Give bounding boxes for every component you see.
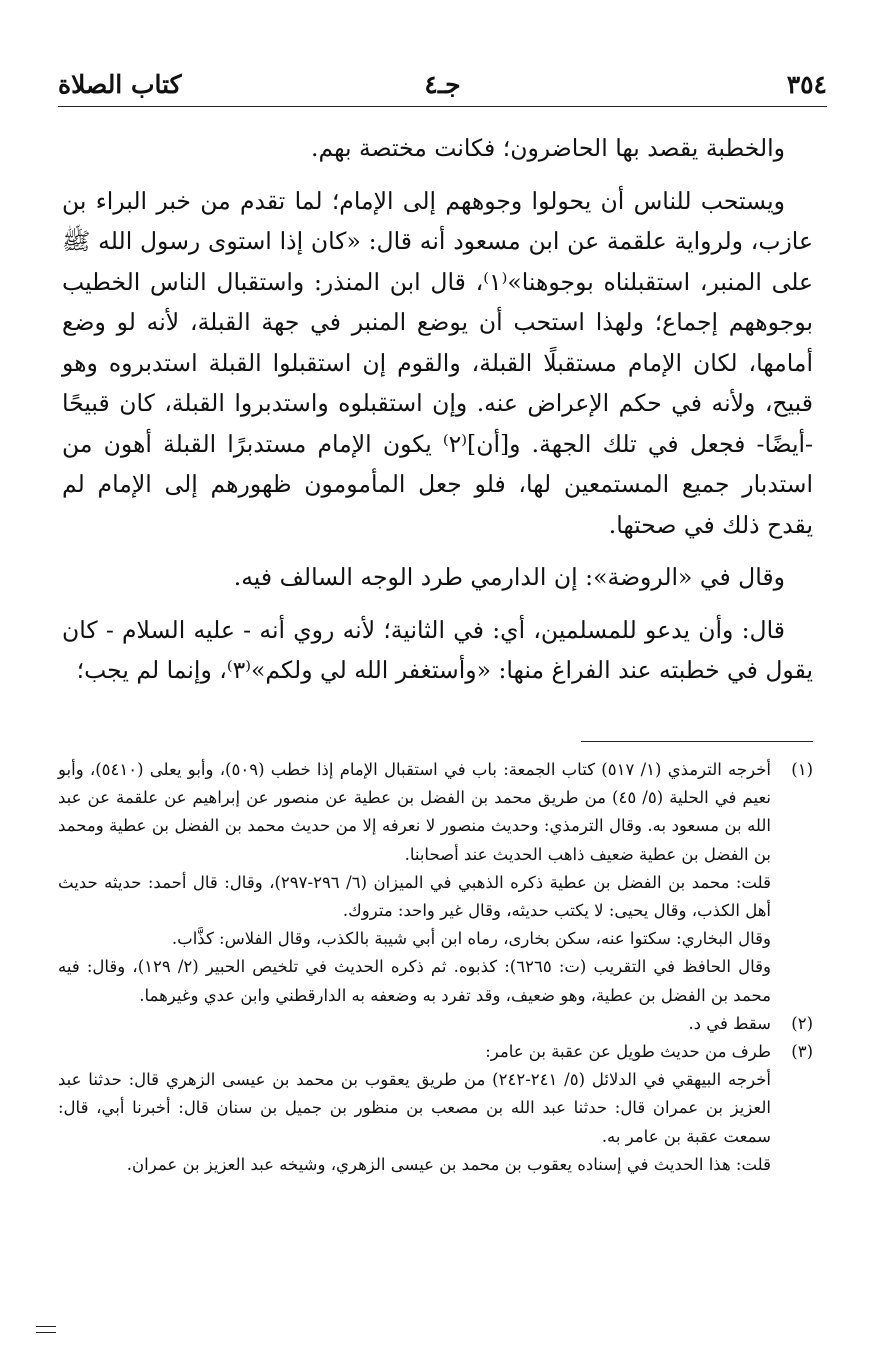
footnote (58, 756, 813, 1010)
paragraph-1: والخطبة يقصد بها الحاضرون؛ فكانت مختصة بهم. (311, 134, 785, 162)
paragraph-2: ويستحب للناس أن يحولوا وجوههم إلى الإمام؛ لما تقدم من خبر البراء بن عازب، ولرواية علقمة عن ابن مسعود أنه قال: «كان إذا استوى رسول الله ﷺ على المنبر، استقبلناه بوجوهنا»⁽١⁾، قال ابن المنذر: واستقبال الناس الخطيب بوجوههم إجماع؛ ولهذا استحب أن يوضع المنبر في جهة القبلة، لأنه لو وضع أمامها، لكان الإمام مستقبلًا القبلة، والقوم إن استقبلوا القبلة استدبروه وهو قبيح، ولأنه في حكم الإعراض عنه. وإن استقبلوه واستدبروا القبلة، كان قبيحًا -أيضًا- فجعل في تلك الجهة. و[أن]⁽٢⁾ يكون الإمام مستدبرًا القبلة أهون من استدبار جميع المستمعين لها، فلو جعل المأمومون ظهورهم إلى الإمام لم يقدح ذلك في صحتها. (62, 186, 813, 539)
footnote-number: (٣) (791, 1042, 813, 1062)
footnote-text: وقال الحافظ في التقريب (ت: ٦٢٦٥): كذبوه. ثم ذكره الحديث في تلخيص الحبير (٢/ ١٢٩)، وقال: فيه محمد بن الفضل بن عطية، وهو ضعيف، وقد تفرد به وضعفه به الدارقطني وابن عدي وغيرهما. (58, 957, 771, 1005)
footnote-number: (١) (791, 760, 813, 779)
book-title: كتاب الصلاة (58, 69, 182, 99)
footnote-text: قلت: محمد بن الفضل بن عطية ذكره الذهبي في الميزان (٦/ ٢٩٦-٢٩٧)، وقال: قال أحمد: حديثه حديث أهل الكذب، وقال يحيى: لا يكتب حديثه، وقال غير واحد: متروك. (58, 872, 771, 921)
footnote (58, 1010, 813, 1038)
footnote-text: وقال البخاري: سكتوا عنه، سكن بخارى، رماه ابن أبي شيبة بالكذب، وقال الفلاس: كذَّاب. (171, 929, 771, 949)
paragraph-4: قال: وأن يدعو للمسلمين، أي: في الثانية؛ لأنه روي أنه - عليه السلام - كان يقول في خطبته عند الفراغ منها: «وأستغفر الله لي ولكم»⁽٣⁾، وإنما لم يجب؛ (62, 615, 813, 684)
footnote-text: طرف من حديث طويل عن عقبة بن عامر: (485, 1042, 771, 1062)
footnote-text: سقط في د. (688, 1013, 771, 1033)
footnote (58, 1038, 813, 1179)
footnotes (58, 756, 813, 1179)
page-number: ٣٥٤ (786, 69, 827, 99)
paragraph-3: وقال في «الروضة»: إن الدارمي طرد الوجه السالف فيه. (233, 563, 785, 591)
volume-number: جـ٤ (424, 69, 461, 99)
footnote-number: (٢) (791, 1013, 813, 1033)
footnote-text: أخرجه الترمذي (١/ ٥١٧) كتاب الجمعة: باب في استقبال الإمام إذا خطب (٥٠٩)، وأبو يعلى (٥٤١٠)، وأبو نعيم في الحلية (٥/ ٤٥) من طريق محمد بن الفضل بن عطية عن منصور عن إبراهيم عن علقمة عن عبد الله بن مسعود به. وقال الترمذي: وحديث منصور لا نعرفه إلا من حديث محمد بن الفضل بن عطية ومحمد بن الفضل بن عطية ضعيف ذاهب الحديث عند أصحابنا. (58, 760, 772, 864)
footnote-text: أخرجه البيهقي في الدلائل (٥/ ٢٤١-٢٤٢) من طريق يعقوب بن محمد بن عيسى الزهري قال: حدثنا عبد العزيز بن عمران قال: حدثنا عبد الله بن مصعب بن منظور بن جميل بن سنان قال: أخبرنا أبي، قال: سمعت عقبة بن عامر به. (58, 1070, 771, 1146)
continuation-mark (36, 1326, 56, 1333)
footnote-separator (581, 741, 813, 742)
main-text (62, 128, 813, 691)
footnote-text: قلت: هذا الحديث في إسناده يعقوب بن محمد بن عيسى الزهري، وشيخه عبد العزيز بن عمران. (126, 1154, 771, 1174)
running-header (58, 62, 827, 107)
